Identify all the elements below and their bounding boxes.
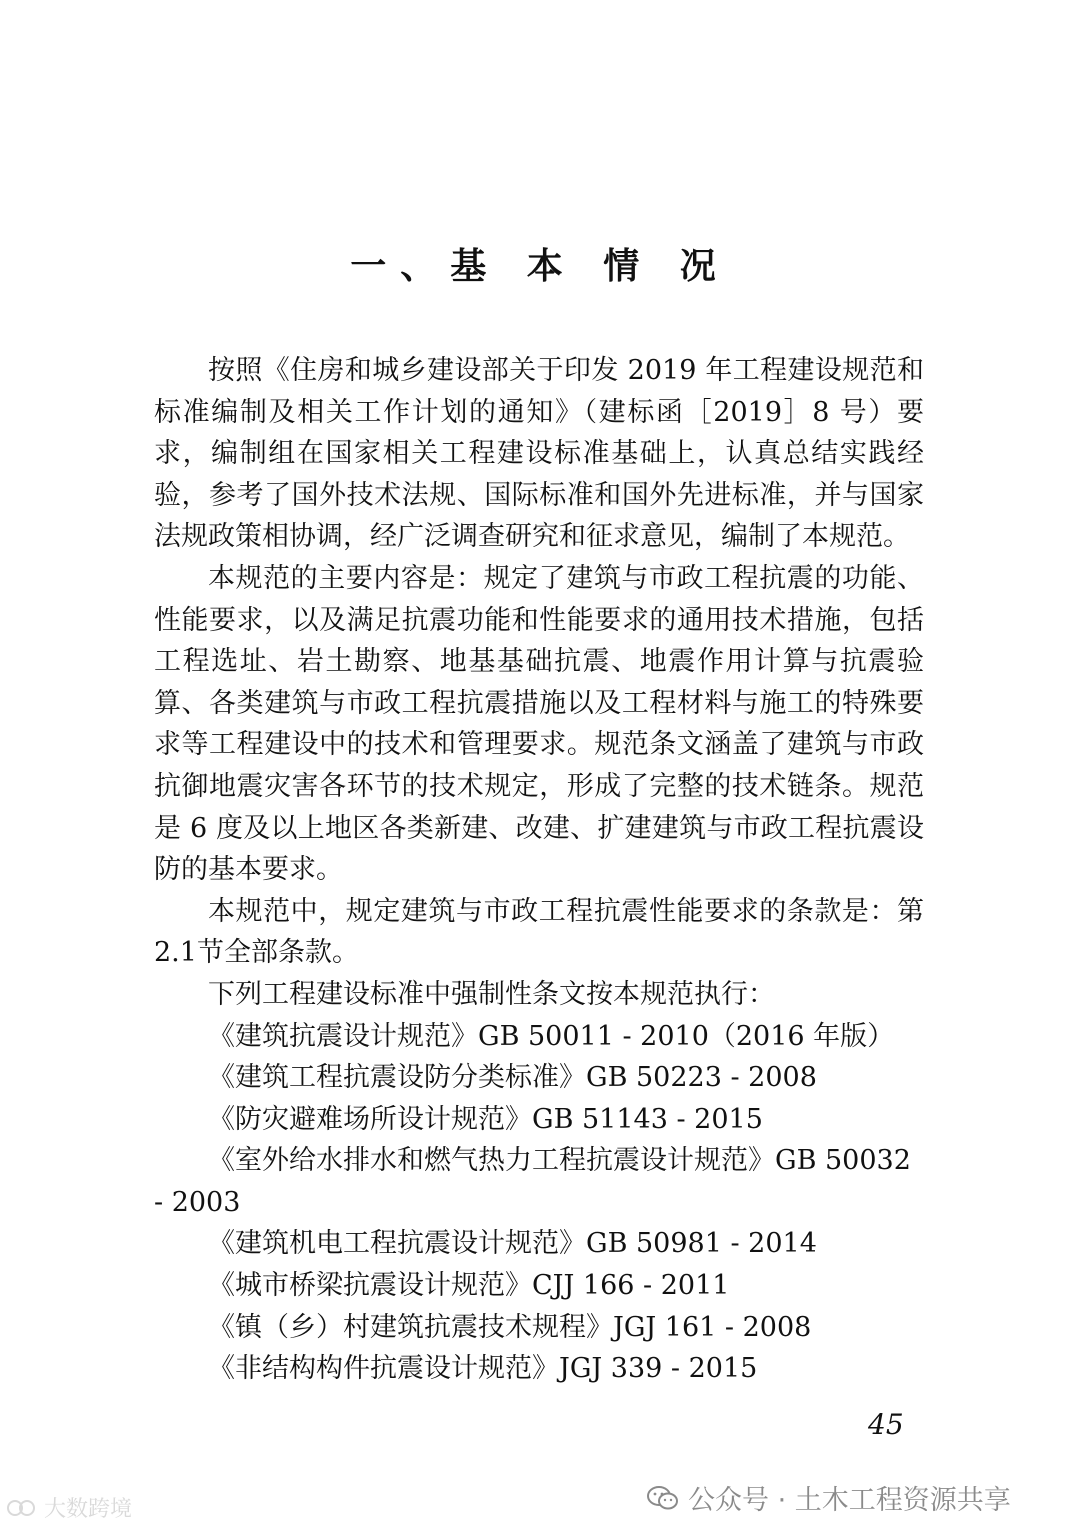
paragraph: 按照《住房和城乡建设部关于印发 2019 年工程建设规范和标准编制及相关工作计划的通知》（建标函［2019］8 号）要求，编制组在国家相关工程建设标准基础上，认真总结实践经验，参考了国外技术法规、国际标准和国外先进标准，并与国家法规政策相协调，经广泛调查研究和征求意见，编制了本规范。 <box>154 355 924 553</box>
wechat-icon <box>646 1484 680 1512</box>
reference-item: 《建筑机电工程抗震设计规范》GB 50981 - 2014 <box>208 1228 817 1260</box>
paragraph: 本规范的主要内容是：规定了建筑与市政工程抗震的功能、性能要求，以及满足抗震功能和性能要求的通用技术措施，包括工程选址、岩土勘察、地基基础抗震、地震作用计算与抗震验算、各类建筑与市政工程抗震措施以及工程材料与施工的特殊要求等工程建设中的技术和管理要求。规范条文涵盖了建筑与市政抗御地震灾害各环节的技术规定，形成了完整的技术链条。规范是 6 度及以上地区各类新建、改建、扩建建筑与市政工程抗震设防的基本要求。 <box>154 562 924 886</box>
reference-item: 《建筑工程抗震设防分类标准》GB 50223 - 2008 <box>208 1062 817 1094</box>
section-title: 一、基 本 情 况 <box>350 245 730 287</box>
watermark-left <box>6 1492 132 1523</box>
watermark-left-text: 大数跨境 <box>44 1497 133 1522</box>
paragraph: 下列工程建设标准中强制性条文按本规范执行： <box>208 978 775 1010</box>
reference-item: 《防灾避难场所设计规范》GB 51143 - 2015 <box>208 1103 763 1135</box>
reference-item: 《建筑抗震设计规范》GB 50011 - 2010（2016 年版） <box>208 1020 895 1052</box>
reference-item: 《室外给水排水和燃气热力工程抗震设计规范》GB 50032 - 2003 <box>154 1145 911 1218</box>
page-number: 45 <box>868 1408 904 1441</box>
reference-item: 《非结构构件抗震设计规范》JGJ 339 - 2015 <box>208 1353 758 1385</box>
paragraph: 本规范中，规定建筑与市政工程抗震性能要求的条款是：第 2.1节全部条款。 <box>154 895 924 969</box>
watermark-right <box>646 1478 1011 1517</box>
reference-item: 《镇（乡）村建筑抗震技术规程》JGJ 161 - 2008 <box>208 1311 812 1343</box>
reference-item: 《城市桥梁抗震设计规范》CJJ 166 - 2011 <box>208 1270 730 1302</box>
body-text <box>154 350 924 1390</box>
watermark-right-text: 公众号 · 土木工程资源共享 <box>688 1485 1011 1516</box>
watermark-logo-icon <box>6 1494 40 1522</box>
